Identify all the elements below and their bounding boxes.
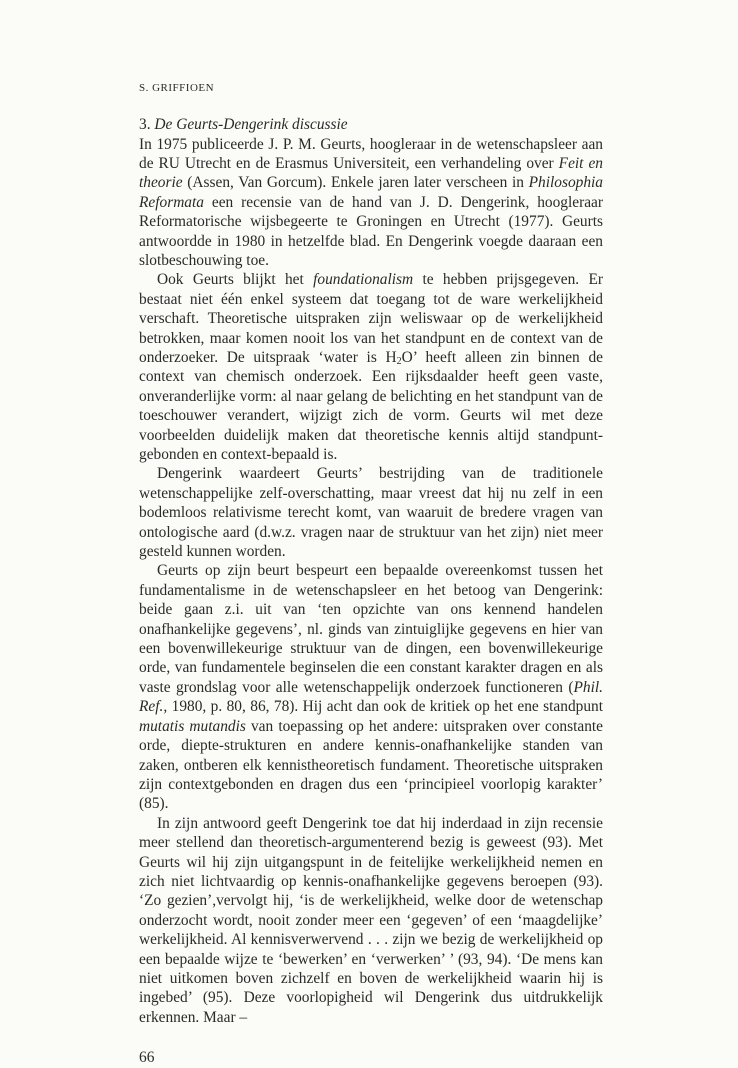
paragraph-4 (139, 561, 603, 813)
running-head: S. GRIFFIOEN (139, 82, 215, 94)
paragraph-text: een recensie van de hand van J. D. Dengerink, hoogleraar Reformatorische wijsbegeerte te Groningen en Utrecht (1977). Geurts antwoordde in 1980 in hetzelfde blad. En Dengerink voegde daaraan een slotbeschouwing toe. (139, 193, 603, 269)
journal-title-italic: Philosophia Reformata (139, 174, 603, 211)
subscript: 2 (396, 355, 402, 367)
paragraph-text: In 1975 publiceerde J. P. M. Geurts, hoogleraar in de wetenschapsleer aan de RU Utrecht en de Erasmus Universiteit, een verhandeling over (139, 135, 603, 172)
paragraph-text: Geurts op zijn beurt bespeurt een bepaalde overeenkomst tussen het fundamentalisme in de wetenschapsleer en het betoog van Dengerink: beide gaan z.i. uit van ‘ten opzichte van ons kennend handelen onafhankelijke gegevens’, nl. ginds van zintuiglijke gegevens en hier van een bovenwillekeurige struktuur van de dingen, een bovenwillekeurige orde, van fundamentele beginselen die een constant karakter dragen en als vaste grondslag voor alle wetenschappelijk onderzoek functioneren ( (139, 562, 603, 696)
paragraph-text: Ook Geurts blijkt het (157, 271, 314, 289)
book-title-italic: Feit en theorie (139, 154, 603, 192)
term-italic: foundationalism (313, 271, 414, 289)
paragraph-text: Dengerink waardeert Geurts’ bestrijding van de traditionele wetenschappelijke zelf-overschatting, maar vreest dat hij nu zelf in een bodemloos relativisme terecht komt, van waaruit de bredere vragen van ontologische aard (d.w.z. vragen naar de struktuur van het zijn) niet meer gesteld kunnen worden. (139, 465, 603, 561)
section-title: De Geurts-Dengerink discussie (154, 116, 348, 133)
section-heading (139, 115, 603, 135)
paragraph-text: (Assen, Van Gorcum). Enkele jaren later verscheen in (182, 174, 529, 192)
paragraph-text: 1980, p. 80, 86, 78). Hij acht dan ook de kritiek op het ene standpunt (167, 698, 603, 716)
page-body (139, 80, 603, 1067)
paragraph-text: te hebben prijsgegeven. Er bestaat niet één enkel systeem dat toegang tot de ware werkelijkheid verschaft. Theoretische uitspraken zijn weliswaar op de werkelijkheid betrokken, maar komen nooit los van het standpunt en de context van de onderzoeker. De uitspraak ‘water is H (139, 271, 603, 366)
page-number: 66 (139, 1049, 155, 1067)
paragraph-5 (139, 814, 603, 1027)
paragraph-text: In zijn antwoord geeft Dengerink toe dat hij inderdaad in zijn recensie meer stellend dan theoretisch-argumenterend bezig is geweest (93). Met Geurts wil hij zijn uitgangspunt in de feitelijke werkelijkheid nemen en zich niet lichtvaardig op kennis-onafhankelijke gegevens beroepen (93). ‘Zo gezien’,vervolgt hij, ‘is de werkelijkheid, welke door de wetenschap onderzocht wordt, nooit zonder meer een ‘gegeven’ of een ‘maagdelijke’ werkelijkheid. Al kennisverwervend . . . zijn we bezig de werkelijkheid op een bepaalde wijze te ‘bewerken’ en ‘verwerken’ ’ (93, 94). ‘De mens kan niet uitkomen boven zichzelf en boven de werkelijkheid waarin hij is ingebed’ (95). Deze voorlopigheid wil Dengerink dus uitdrukkelijk erkennen. Maar – (139, 814, 603, 1026)
phrase-italic: mutatis mutandis (139, 717, 246, 735)
paragraph-text: O’ heeft alleen zin binnen de context van chemisch onderzoek. Een rijksdaalder heeft geen vaste, onveranderlijke vorm: al naar gelang de belichting en het standpunt van de toeschouwer verandert, wijzigt zich de vorm. Geurts wil met deze voorbeelden duidelijk maken dat theoretische kennis altijd standpunt-gebonden en context-bepaald is. (139, 348, 603, 463)
paragraph-text: van toepassing op het andere: uitspraken over constante orde, diepte-strukturen en andere kennis-onafhankelijke standen van zaken, ontberen elk kennistheoretisch fundament. Theoretische uitspraken zijn contextgebonden en dragen dus een ‘principieel voorlopig karakter’ (85). (139, 717, 603, 813)
citation-italic: Phil. Ref., (139, 678, 603, 716)
paragraph-1 (139, 135, 603, 271)
section-number: 3. (139, 116, 151, 133)
paragraph-3 (139, 464, 603, 561)
paragraph-2 (139, 270, 603, 464)
